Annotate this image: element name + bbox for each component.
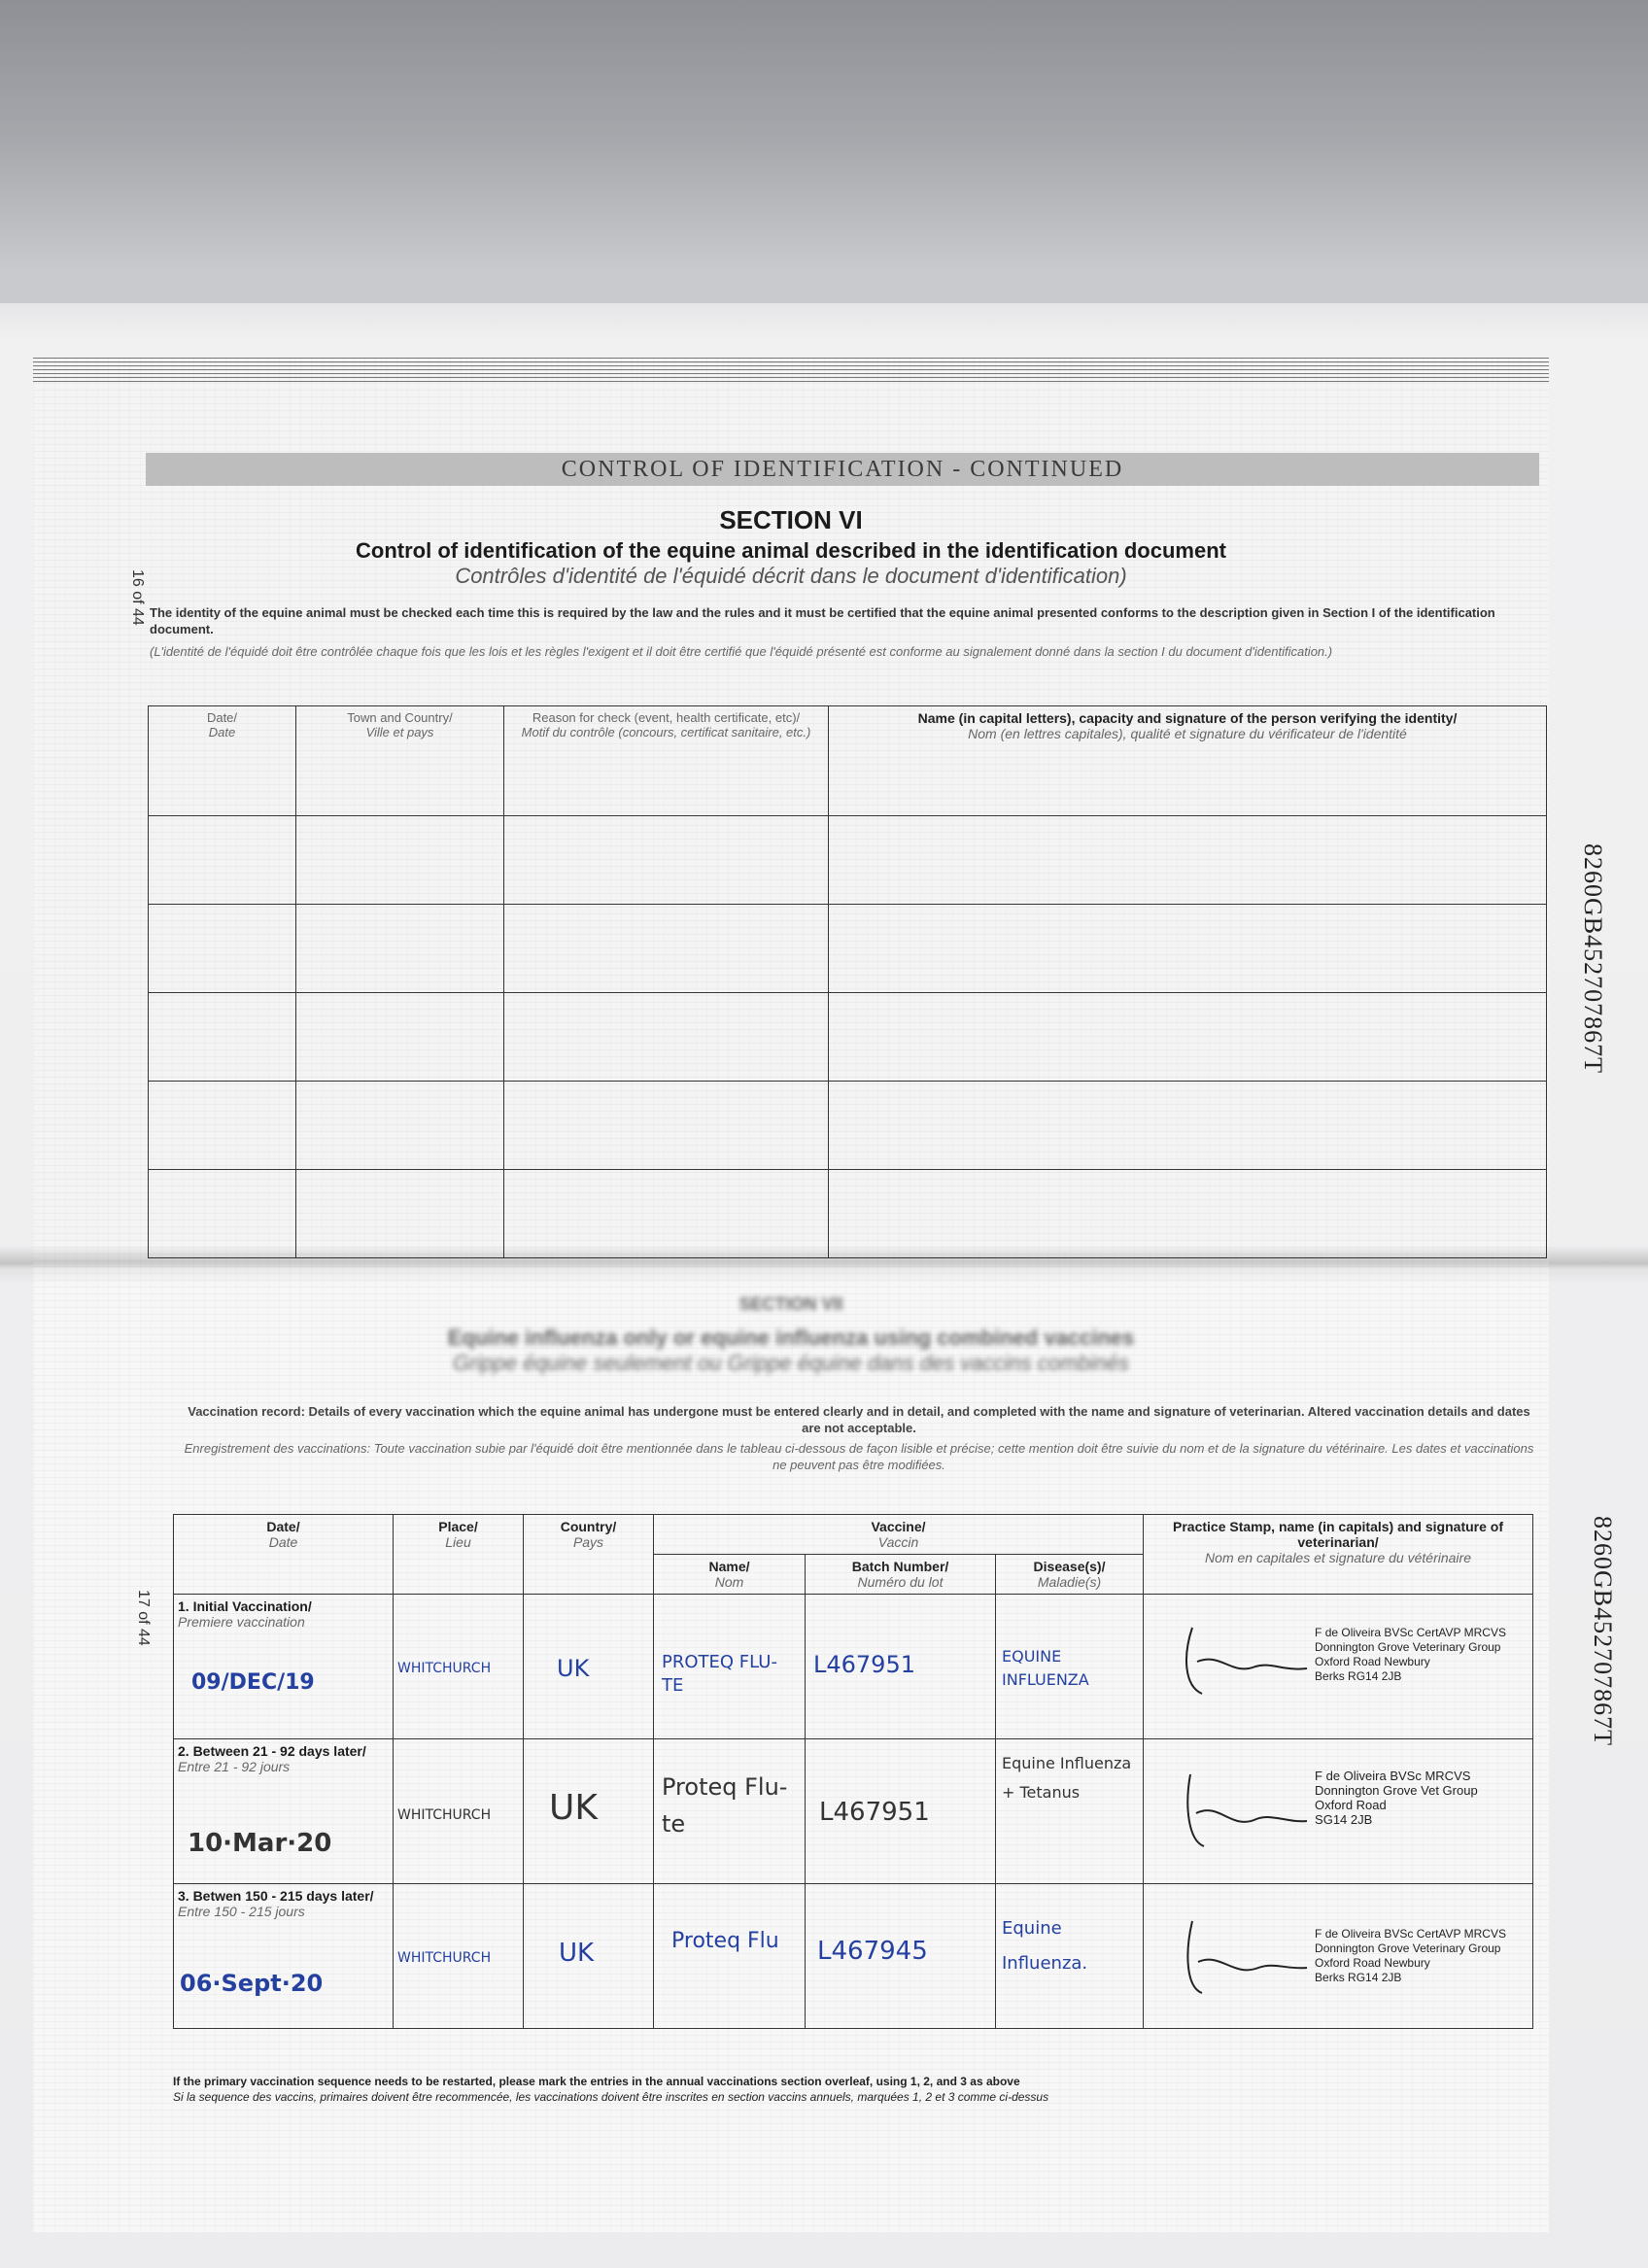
blurred-heading-fr: Grippe équine seulement ou Grippe équine dans des vaccins combinés (453, 1351, 1129, 1375)
row-label-en: 3. Betwen 150 - 215 days later/ (178, 1888, 374, 1904)
row-label-en: 1. Initial Vaccination/ (178, 1598, 312, 1614)
country-cell (524, 1884, 654, 2029)
document-number-top: 8260GB452707867T (1579, 843, 1607, 1074)
signature-icon (1163, 1763, 1309, 1860)
handwritten-batch: L467945 (817, 1937, 928, 1966)
col-date: Date/ Date (174, 1515, 394, 1595)
table-row (149, 905, 1547, 993)
heading-fr: Contrôles d'identité de l'équidé décrit dans le document d'identification) (455, 564, 1127, 588)
vaccination-intro-fr: Enregistrement des vaccinations: Toute vaccination subie par l'équidé doit être mentionnée dans le tableau ci-dessous de façon lisible et précise; cette mention doit être suivie du nom et de la signature du vétérinaire. Les dates et vaccinations ne peuvent pas être modifiées. (184, 1441, 1534, 1472)
practice-stamp: F de Oliveira BVSc CertAVP MRCVS Donnington Grove Veterinary Group Oxford Road Newbury Berks RG14 2JB (1315, 1927, 1506, 1984)
signature-icon (1163, 1907, 1309, 2005)
row-label-cell (174, 1884, 394, 2029)
handwritten-place: WHITCHURCH (397, 1807, 492, 1823)
empty-cell[interactable] (504, 1082, 829, 1170)
col-place: Place/ Lieu (394, 1515, 524, 1595)
handwritten-batch: L467951 (819, 1798, 930, 1827)
blurred-heading-en: Equine influenza only or equine influenza using combined vaccines (447, 1325, 1135, 1350)
handwritten-place: WHITCHURCH (397, 1950, 492, 1966)
row-label-fr: Premiere vaccination (178, 1614, 305, 1630)
empty-cell[interactable] (829, 993, 1547, 1082)
page-number-top: 16 of 44 (129, 569, 146, 626)
handwritten-disease: EQUINE INFLUENZA (1002, 1647, 1089, 1689)
empty-cell[interactable] (296, 993, 504, 1082)
table-row (174, 1884, 1533, 2029)
identity-check-table (148, 705, 1547, 1258)
col-country: Country/ Pays (524, 1515, 654, 1595)
empty-cell[interactable] (829, 1170, 1547, 1258)
heading-en: Control of identification of the equine animal described in the identification document (356, 538, 1226, 563)
document-number-bottom: 8260GB452707867T (1589, 1516, 1617, 1746)
handwritten-country: UK (557, 1655, 590, 1682)
handwritten-country: UK (549, 1788, 598, 1828)
row-label-fr: Entre 150 - 215 jours (178, 1904, 305, 1919)
place-cell (394, 1595, 524, 1739)
vaccination-intro-en: Vaccination record: Details of every vaccination which the equine animal has undergone must be entered clearly and in detail, and completed with the name and signature of veterinarian. Altered vaccination details and dates are not acceptable. (188, 1404, 1530, 1435)
stamp-cell (1144, 1595, 1533, 1739)
disease-cell (996, 1884, 1144, 2029)
vaccine-name-cell (654, 1739, 806, 1884)
place-cell (394, 1884, 524, 2029)
batch-cell (806, 1595, 996, 1739)
handwritten-vaccine-name: PROTEQ FLU-TE (662, 1652, 777, 1696)
empty-cell[interactable] (829, 816, 1547, 905)
signature-icon (1163, 1618, 1309, 1705)
batch-cell (806, 1884, 996, 2029)
stamp-cell (1144, 1884, 1533, 2029)
disease-cell (996, 1739, 1144, 1884)
page-edge-rules (33, 358, 1549, 385)
country-cell (524, 1595, 654, 1739)
section-title: SECTION VI (719, 505, 863, 534)
handwritten-country: UK (559, 1939, 595, 1968)
empty-cell[interactable] (149, 1170, 296, 1258)
intro-fr: (L'identité de l'équidé doit être contrôlée chaque fois que les lois et les règles l'exigent et il doit être certifié que l'équidé présenté est conforme au signalement donné dans la section I du document d'identification.) (150, 644, 1333, 659)
row-label-en: 2. Between 21 - 92 days later/ (178, 1743, 366, 1759)
table-row (149, 816, 1547, 905)
empty-cell[interactable] (504, 993, 829, 1082)
empty-cell[interactable] (296, 1082, 504, 1170)
handwritten-disease: Equine Influenza + Tetanus (1002, 1754, 1132, 1802)
empty-cell[interactable] (296, 905, 504, 993)
stamp-cell (1144, 1739, 1533, 1884)
col-disease: Disease(s)/ Maladie(s) (996, 1555, 1144, 1595)
place-cell (394, 1739, 524, 1884)
handwritten-batch: L467951 (813, 1651, 915, 1678)
col-town-country: Town and Country/ Ville et pays (296, 706, 504, 816)
table-header-row (149, 706, 1547, 816)
vaccination-page (33, 1261, 1549, 2233)
empty-cell[interactable] (829, 1082, 1547, 1170)
empty-cell[interactable] (829, 905, 1547, 993)
handwritten-date: 06·Sept·20 (180, 1970, 324, 1997)
practice-stamp: F de Oliveira BVSc MRCVS Donnington Grove Vet Group Oxford Road SG14 2JB (1315, 1769, 1478, 1827)
empty-cell[interactable] (296, 816, 504, 905)
empty-cell[interactable] (149, 993, 296, 1082)
table-row (174, 1739, 1533, 1884)
handwritten-date: 09/DEC/19 (191, 1670, 315, 1695)
empty-cell[interactable] (504, 1170, 829, 1258)
empty-cell[interactable] (296, 1170, 504, 1258)
empty-cell[interactable] (149, 816, 296, 905)
handwritten-disease: Equine Influenza. (1002, 1918, 1088, 1974)
table-row (174, 1595, 1533, 1739)
table-row (149, 993, 1547, 1082)
col-date: Date/ Date (149, 706, 296, 816)
practice-stamp: F de Oliveira BVSc CertAVP MRCVS Donnington Grove Veterinary Group Oxford Road Newbury Berks RG14 2JB (1315, 1626, 1506, 1683)
vaccine-name-cell (654, 1595, 806, 1739)
footnote-fr: Si la sequence des vaccins, primaires doivent être recommencée, les vaccinations doivent être inscrites en section vaccins annuels, marquées 1, 2 et 3 comme ci-dessus (173, 2090, 1049, 2104)
handwritten-vaccine-name: Proteq Flu (671, 1929, 779, 1953)
blurred-section-title: SECTION VII (738, 1294, 843, 1314)
empty-cell[interactable] (504, 905, 829, 993)
batch-cell (806, 1739, 996, 1884)
empty-cell[interactable] (149, 905, 296, 993)
page-fold-shadow (0, 1246, 1648, 1285)
intro-en: The identity of the equine animal must be checked each time this is required by the law and the rules and it must be certified that the equine animal presented conforms to the description given in Section I of the identification document. (150, 605, 1495, 636)
empty-cell[interactable] (149, 1082, 296, 1170)
footnote-en: If the primary vaccination sequence needs to be restarted, please mark the entries in the annual vaccinations section overleaf, using 1, 2, and 3 as above (173, 2075, 1020, 2088)
row-label-cell (174, 1739, 394, 1884)
empty-cell[interactable] (504, 816, 829, 905)
col-vaccine: Vaccine/ Vaccin (654, 1515, 1144, 1555)
identification-page (33, 358, 1549, 1261)
col-practice-stamp: Practice Stamp, name (in capitals) and signature of veterinarian/ Nom en capitales et signature du vétérinaire (1144, 1515, 1533, 1595)
country-cell (524, 1739, 654, 1884)
col-reason: Reason for check (event, health certificate, etc)/ Motif du contrôle (concours, certificat sanitaire, etc.) (504, 706, 829, 816)
table-row (149, 1170, 1547, 1258)
vaccine-name-cell (654, 1884, 806, 2029)
col-vaccine-name: Name/ Nom (654, 1555, 806, 1595)
col-verifier: Name (in capital letters), capacity and signature of the person verifying the identity/ Nom (en lettres capitales), qualité et signature du vérificateur de l'identité (829, 706, 1547, 816)
row-label-fr: Entre 21 - 92 jours (178, 1759, 291, 1774)
handwritten-date: 10·Mar·20 (188, 1829, 332, 1858)
section-banner: CONTROL OF IDENTIFICATION - CONTINUED (146, 453, 1539, 486)
vaccination-table (173, 1514, 1533, 2029)
handwritten-place: WHITCHURCH (397, 1661, 492, 1676)
col-batch-number: Batch Number/ Numéro du lot (806, 1555, 996, 1595)
table-header-row (174, 1515, 1533, 1555)
handwritten-vaccine-name: Proteq Flu-te (662, 1773, 788, 1838)
page-number-bottom: 17 of 44 (135, 1590, 152, 1646)
table-row (149, 1082, 1547, 1170)
disease-cell (996, 1595, 1144, 1739)
row-label-cell (174, 1595, 394, 1739)
